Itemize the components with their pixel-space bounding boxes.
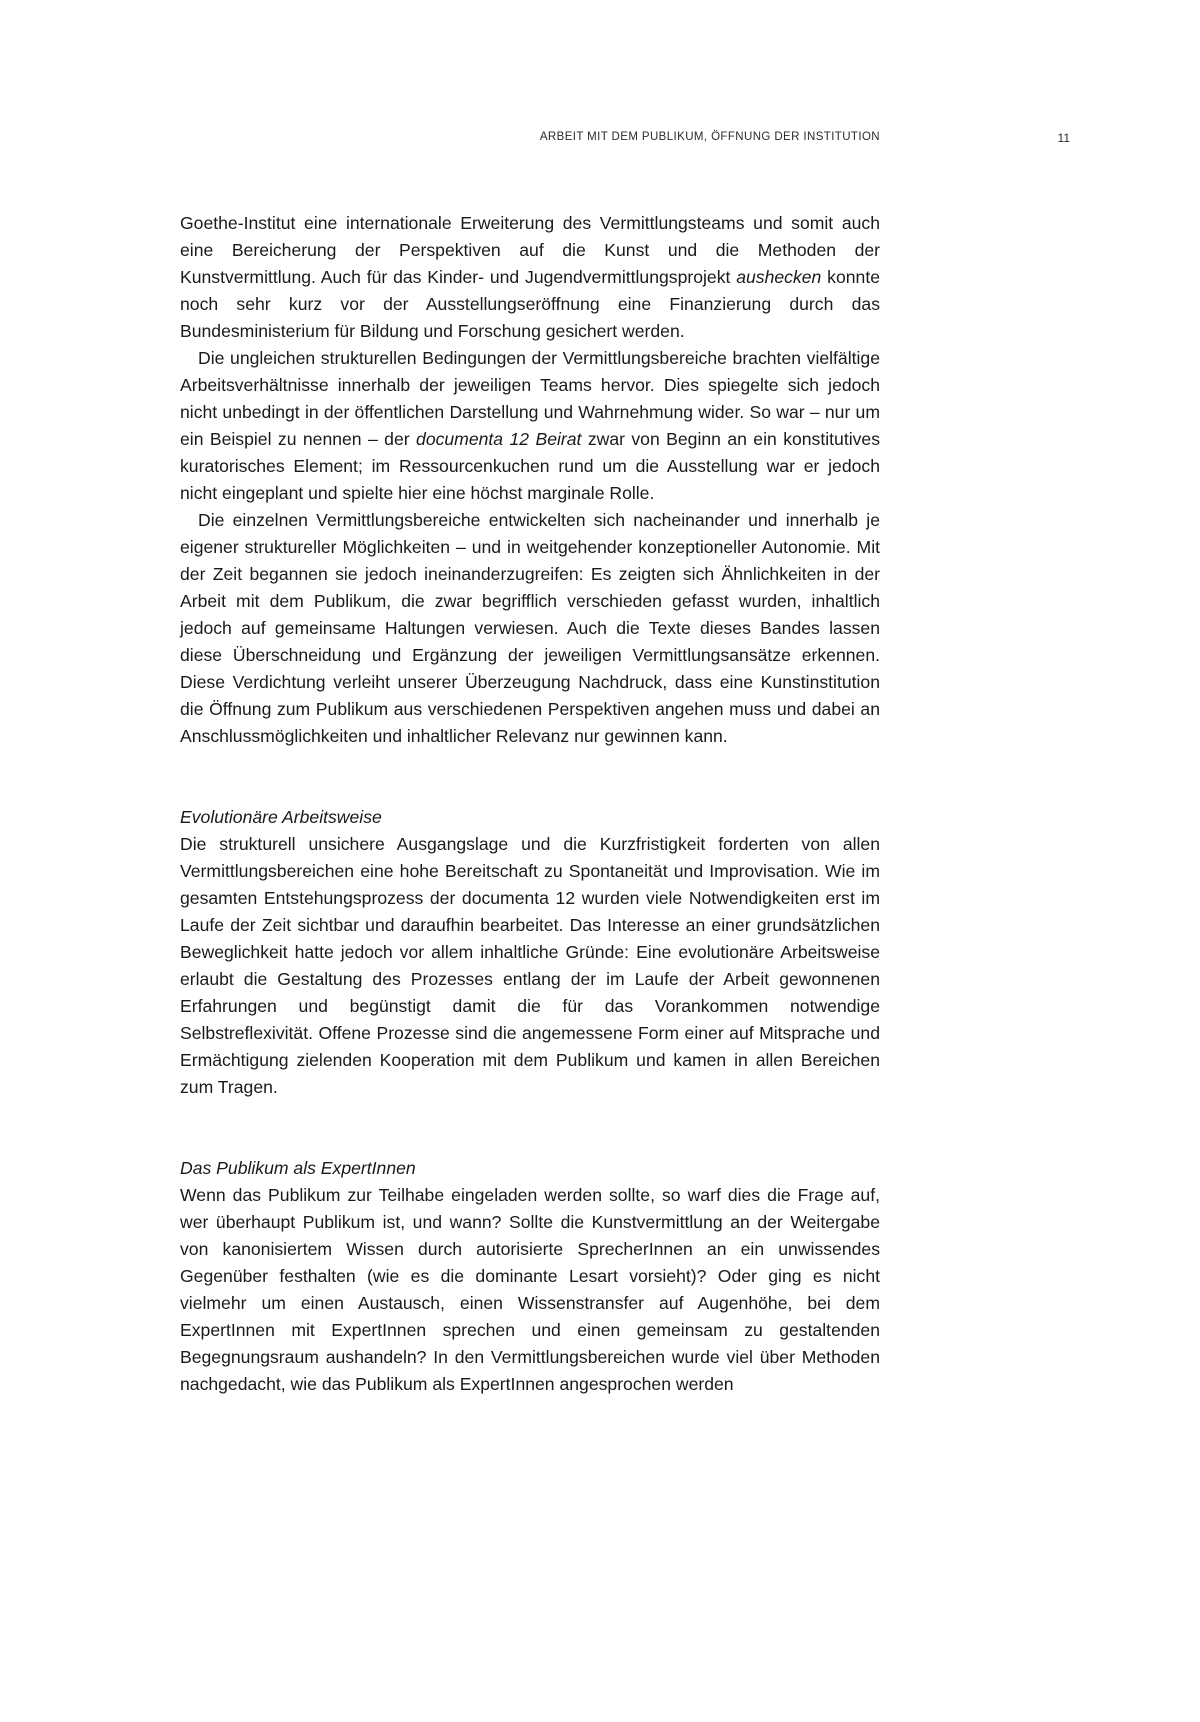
paragraph	[180, 345, 880, 507]
section-evolutionaere-arbeitsweise	[180, 804, 880, 1101]
paragraph	[180, 210, 880, 345]
running-head: ARBEIT MIT DEM PUBLIKUM, ÖFFNUNG DER INSTITUTION	[539, 131, 880, 143]
section-heading: Das Publikum als ExpertInnen	[180, 1158, 416, 1178]
italic-term: aushecken	[736, 267, 822, 287]
page-number: 11	[1057, 131, 1070, 145]
paragraph: Wenn das Publikum zur Teilhabe eingeladen werden sollte, so warf dies die Frage auf, wer überhaupt Publikum ist, und wann? Sollte die Kunstvermittlung an der Weitergabe von kanonisiertem Wissen durch autorisierte SprecherInnen an ein unwissendes Gegenüber festhalten (wie es die dominante Lesart vorsieht)? Oder ging es nicht vielmehr um einen Austausch, einen Wissenstransfer auf Augenhöhe, bei dem ExpertInnen mit ExpertInnen sprechen und einen gemeinsam zu gestaltenden Begegnungsraum aushandeln? In den Vermittlungsbereichen wurde viel über Methoden nachgedacht, wie das Publikum als ExpertInnen angesprochen werden	[180, 1185, 880, 1394]
body-text	[180, 210, 880, 1398]
section-publikum-als-expertinnen	[180, 1155, 880, 1398]
section-heading: Evolutionäre Arbeitsweise	[180, 807, 382, 827]
paragraph: Die strukturell unsichere Ausgangslage und die Kurzfristigkeit forderten von allen Vermittlungsbereichen eine hohe Bereitschaft zu Spontaneität und Improvisation. Wie im gesamten Entstehungsprozess der documenta 12 wurden viele Notwendigkeiten erst im Laufe der Zeit sichtbar und daraufhin bearbeitet. Das Interesse an einer grundsätzlichen Beweglichkeit hatte jedoch vor allem inhaltliche Gründe: Eine evolutionäre Arbeitsweise erlaubt die Gestaltung des Prozesses entlang der im Laufe der Arbeit gewonnenen Erfahrungen und begünstigt damit die für das Vorankommen notwendige Selbstreflexivität. Offene Prozesse sind die angemessene Form einer auf Mitsprache und Ermächtigung zielenden Kooperation mit dem Publikum und kamen in allen Bereichen zum Tragen.	[180, 834, 880, 1097]
italic-term: documenta 12 Beirat	[416, 429, 582, 449]
text-run: konnte noch sehr kurz vor der Ausstellungseröffnung eine Finanzierung durch das Bundesministerium für Bildung und Forschung gesichert werden.	[180, 267, 881, 341]
text-run: Die ungleichen strukturellen Bedingungen der Vermittlungsbereiche brachten vielfältige Arbeitsverhältnisse innerhalb der jeweiligen Teams hervor. Dies spiegelte sich jedoch nicht unbedingt in der öffentlichen Darstellung und Wahrnehmung wider. So war – nur um ein Beispiel zu nennen – der	[180, 348, 880, 449]
text-run: Goethe-Institut eine internationale Erweiterung des Vermittlungsteams und somit auch eine Bereicherung der Perspektiven auf die Kunst und die Methoden der Kunstvermittlung. Auch für das Kinder- und Jugendvermittlungsprojekt	[180, 213, 880, 287]
text-run: zwar von Beginn an ein konstitutives kuratorisches Element; im Ressourcenkuchen rund um die Ausstellung war er jedoch nicht eingeplant und spielte hier eine höchst marginale Rolle.	[180, 429, 880, 503]
paragraph: Die einzelnen Vermittlungsbereiche entwickelten sich nacheinander und innerhalb je eigener struktureller Möglichkeiten – und in weitgehender konzeptioneller Autonomie. Mit der Zeit begannen sie jedoch ineinanderzugreifen: Es zeigten sich Ähnlichkeiten in der Arbeit mit dem Publikum, die zwar begrifflich verschieden gefasst wurden, inhaltlich jedoch auf gemeinsame Haltungen verwiesen. Auch die Texte dieses Bandes lassen diese Überschneidung und Ergänzung der jeweiligen Vermittlungsansätze erkennen. Diese Verdichtung verleiht unserer Überzeugung Nachdruck, dass eine Kunstinstitution die Öffnung zum Publikum aus verschiedenen Perspektiven angehen muss und dabei an Anschlussmöglichkeiten und inhaltlicher Relevanz nur gewinnen kann.	[180, 510, 880, 746]
